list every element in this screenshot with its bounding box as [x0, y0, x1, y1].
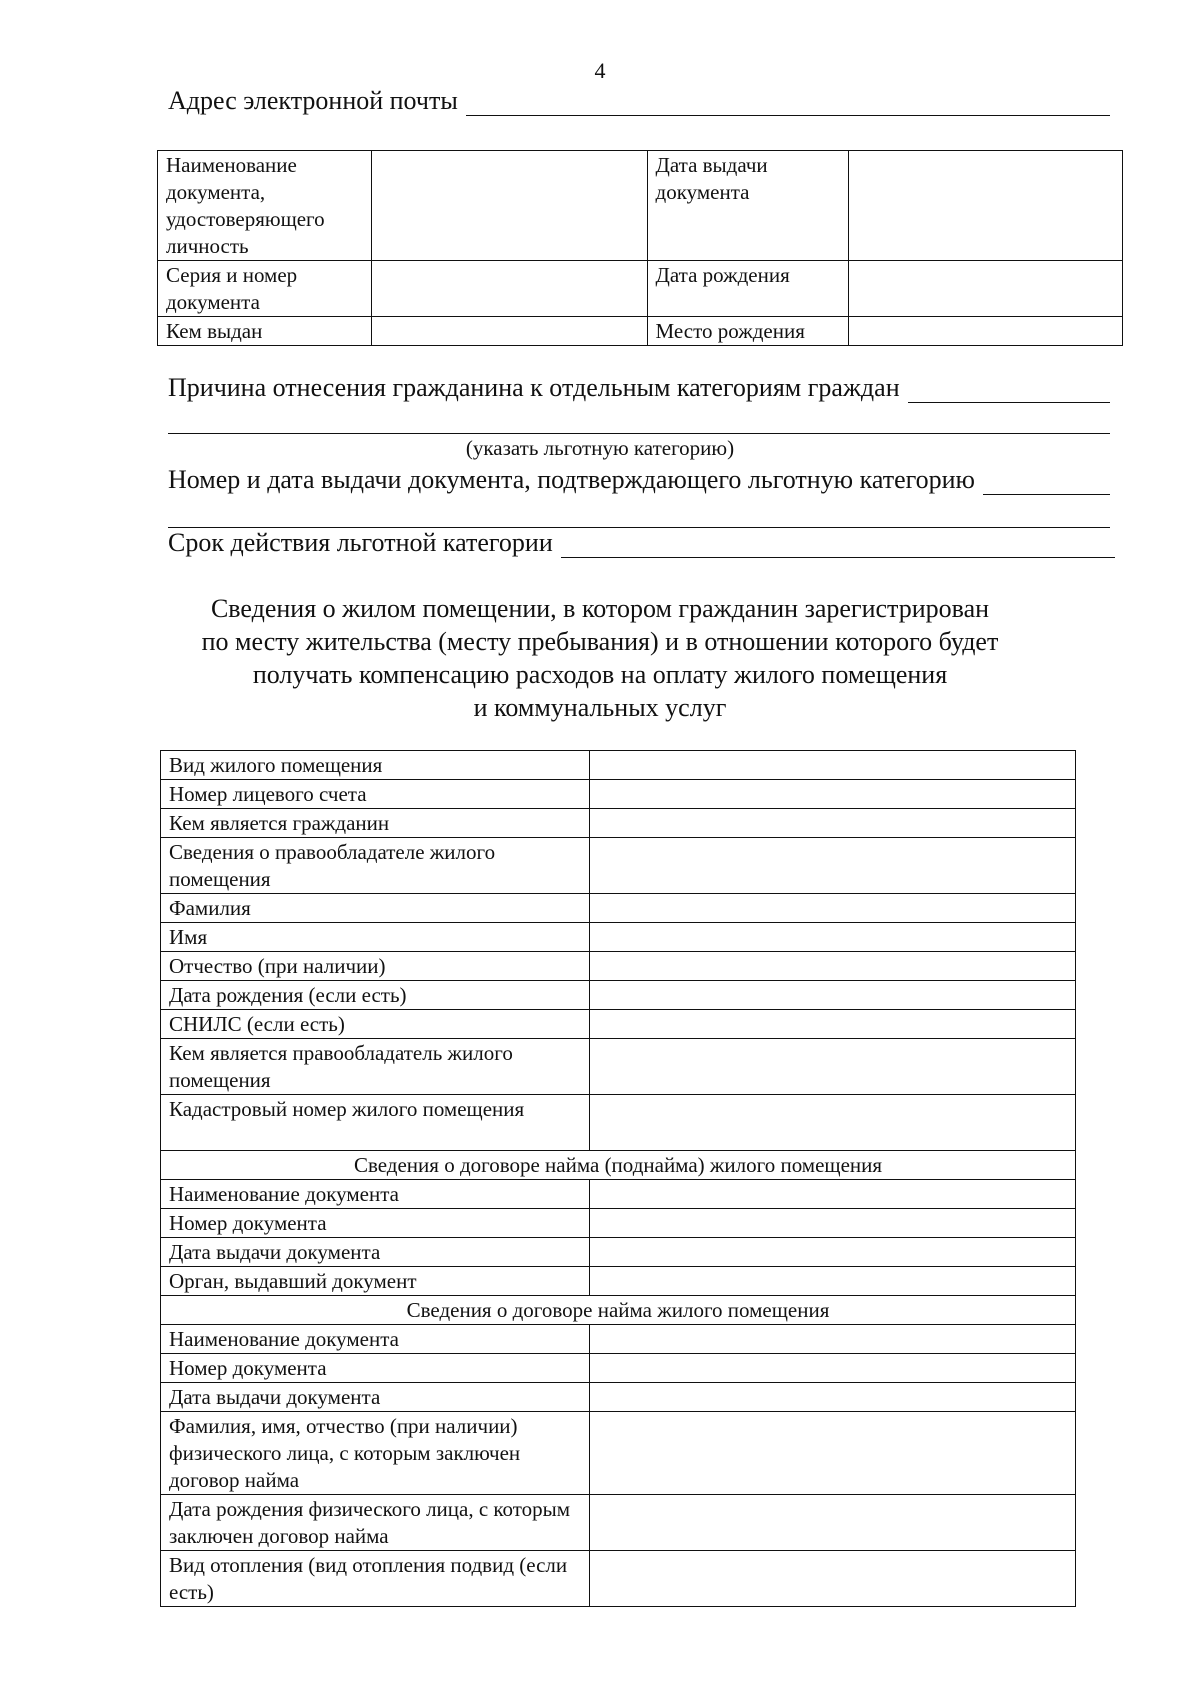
housing-label: Фамилия, имя, отчество (при наличии) физического лица, с которым заключен договор найма	[161, 1412, 590, 1495]
page-number: 4	[594, 58, 606, 83]
housing-label: Кадастровый номер жилого помещения	[161, 1095, 590, 1151]
housing-row	[161, 1495, 1076, 1551]
housing-subheader-row	[161, 1151, 1076, 1180]
housing-row	[161, 780, 1076, 809]
heading-line: по месту жительства (месту пребывания) и в отношении которого будет	[201, 627, 999, 656]
housing-value-cell[interactable]	[589, 1095, 1075, 1151]
housing-row	[161, 981, 1076, 1010]
housing-row	[161, 1551, 1076, 1607]
benefit-reason-row	[168, 373, 1110, 403]
housing-label: Вид жилого помещения	[161, 751, 590, 780]
housing-row	[161, 1354, 1076, 1383]
housing-label: Дата выдачи документа	[161, 1383, 590, 1412]
housing-label: Отчество (при наличии)	[161, 952, 590, 981]
housing-row	[161, 809, 1076, 838]
housing-label: Дата выдачи документа	[161, 1238, 590, 1267]
housing-value-cell[interactable]	[589, 1495, 1075, 1551]
housing-value-cell[interactable]	[589, 1010, 1075, 1039]
id-document-table	[157, 150, 1123, 346]
housing-row	[161, 923, 1076, 952]
id-label: Наименование документа, удостоверяющего личность	[158, 151, 372, 261]
heading-line: получать компенсацию расходов на оплату жилого помещения	[252, 660, 948, 689]
housing-label: Орган, выдавший документ	[161, 1267, 590, 1296]
housing-value-cell[interactable]	[589, 1412, 1075, 1495]
housing-subheader: Сведения о договоре найма (поднайма) жилого помещения	[161, 1151, 1076, 1180]
id-row-series-number	[158, 261, 1123, 317]
housing-value-cell[interactable]	[589, 1209, 1075, 1238]
housing-value-cell[interactable]	[589, 1039, 1075, 1095]
housing-label: Номер документа	[161, 1209, 590, 1238]
housing-value-cell[interactable]	[589, 1551, 1075, 1607]
email-row	[168, 86, 1110, 116]
housing-label: Кем является правообладатель жилого помещения	[161, 1039, 590, 1095]
housing-label: Наименование документа	[161, 1325, 590, 1354]
id-label: Место рождения	[647, 317, 849, 346]
housing-label: Дата рождения физического лица, с которым заключен договор найма	[161, 1495, 590, 1551]
email-input[interactable]	[466, 89, 1110, 116]
housing-row	[161, 952, 1076, 981]
housing-row	[161, 1238, 1076, 1267]
housing-label: Кем является гражданин	[161, 809, 590, 838]
id-row-document-name	[158, 151, 1123, 261]
housing-label: Номер документа	[161, 1354, 590, 1383]
housing-value-cell[interactable]	[589, 1325, 1075, 1354]
housing-row	[161, 1209, 1076, 1238]
housing-value-cell[interactable]	[589, 981, 1075, 1010]
benefit-reason-hint: (указать льготную категорию)	[465, 436, 735, 460]
benefit-document-label: Номер и дата выдачи документа, подтверждающего льготную категорию	[168, 465, 975, 494]
housing-row	[161, 751, 1076, 780]
benefit-document-input[interactable]	[983, 468, 1110, 495]
housing-value-cell[interactable]	[589, 751, 1075, 780]
heading-line: Сведения о жилом помещении, в котором гражданин зарегистрирован	[210, 594, 990, 623]
id-value-cell[interactable]	[371, 151, 647, 261]
housing-value-cell[interactable]	[589, 1238, 1075, 1267]
id-row-issued-by	[158, 317, 1123, 346]
housing-subheader-row	[161, 1296, 1076, 1325]
benefit-document-row	[168, 465, 1110, 495]
housing-label: Имя	[161, 923, 590, 952]
housing-value-cell[interactable]	[589, 1180, 1075, 1209]
housing-label: Дата рождения (если есть)	[161, 981, 590, 1010]
id-label: Дата выдачи документа	[647, 151, 849, 261]
benefit-reason-label: Причина отнесения гражданина к отдельным категориям граждан	[168, 373, 900, 402]
housing-value-cell[interactable]	[589, 1383, 1075, 1412]
email-label: Адрес электронной почты	[168, 86, 458, 115]
benefit-reason-line-2[interactable]	[168, 433, 1110, 434]
housing-row	[161, 1325, 1076, 1354]
housing-label: Номер лицевого счета	[161, 780, 590, 809]
housing-label: Сведения о правообладателе жилого помещения	[161, 838, 590, 894]
benefit-validity-row	[168, 528, 1115, 558]
housing-value-cell[interactable]	[589, 923, 1075, 952]
housing-subheader: Сведения о договоре найма жилого помещения	[161, 1296, 1076, 1325]
id-label: Серия и номер документа	[158, 261, 372, 317]
benefit-validity-label: Срок действия льготной категории	[168, 528, 553, 557]
housing-value-cell[interactable]	[589, 838, 1075, 894]
housing-table	[160, 750, 1076, 1607]
benefit-validity-input[interactable]	[561, 531, 1115, 558]
housing-label: Вид отопления (вид отопления подвид (если есть)	[161, 1551, 590, 1607]
housing-row	[161, 1180, 1076, 1209]
id-value-cell[interactable]	[371, 261, 647, 317]
housing-row	[161, 1412, 1076, 1495]
housing-value-cell[interactable]	[589, 780, 1075, 809]
housing-section-heading	[140, 592, 1060, 724]
housing-value-cell[interactable]	[589, 952, 1075, 981]
housing-row	[161, 894, 1076, 923]
housing-row	[161, 1267, 1076, 1296]
housing-label: Наименование документа	[161, 1180, 590, 1209]
housing-value-cell[interactable]	[589, 1267, 1075, 1296]
id-value-cell[interactable]	[371, 317, 647, 346]
heading-line: и коммунальных услуг	[473, 693, 727, 722]
housing-row	[161, 1383, 1076, 1412]
housing-value-cell[interactable]	[589, 894, 1075, 923]
id-label: Кем выдан	[158, 317, 372, 346]
benefit-reason-input[interactable]	[908, 376, 1110, 403]
housing-value-cell[interactable]	[589, 809, 1075, 838]
housing-label: СНИЛС (если есть)	[161, 1010, 590, 1039]
housing-row	[161, 838, 1076, 894]
housing-row	[161, 1095, 1076, 1151]
housing-row	[161, 1010, 1076, 1039]
id-value-cell[interactable]	[849, 317, 1123, 346]
housing-label: Фамилия	[161, 894, 590, 923]
id-value-cell[interactable]	[849, 261, 1123, 317]
housing-value-cell[interactable]	[589, 1354, 1075, 1383]
id-label: Дата рождения	[647, 261, 849, 317]
housing-row	[161, 1039, 1076, 1095]
id-value-cell[interactable]	[849, 151, 1123, 261]
